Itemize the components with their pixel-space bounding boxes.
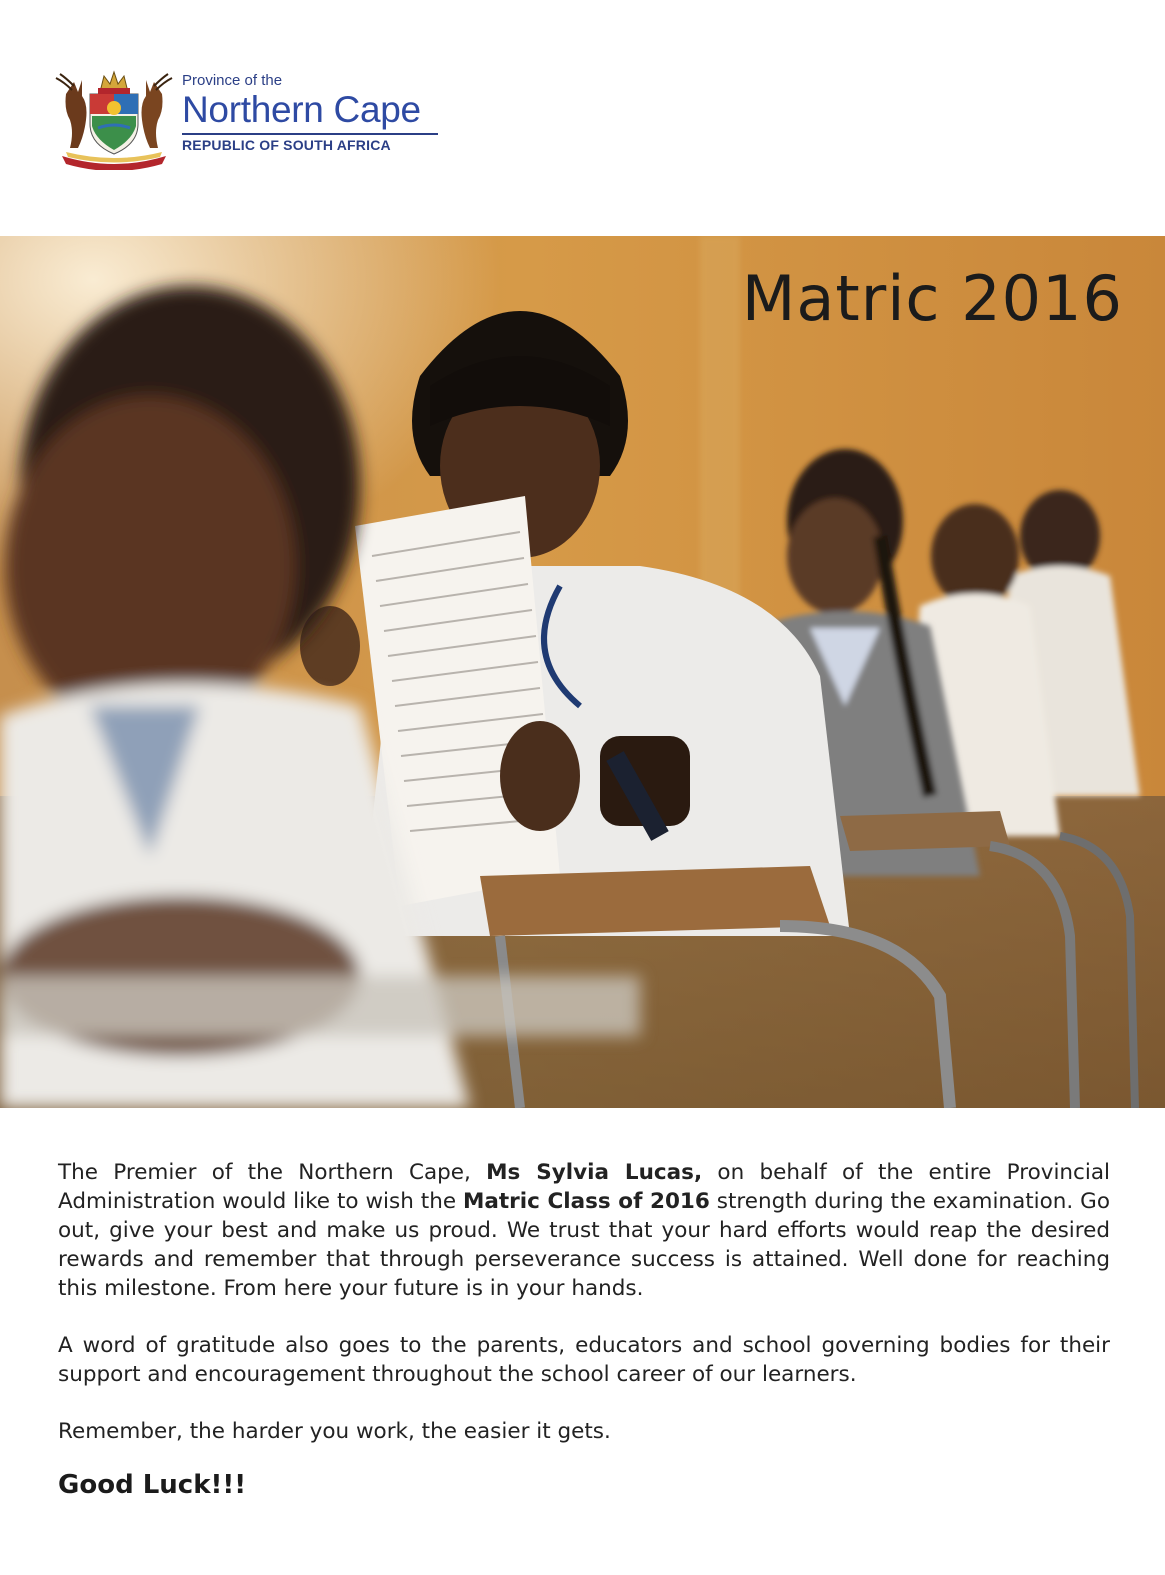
- logo-line-province-of-the: Province of the: [182, 72, 283, 89]
- province-logo: [52, 64, 472, 174]
- premier-name: Ms Sylvia Lucas,: [486, 1160, 703, 1185]
- photo-title: Matric 2016: [741, 262, 1123, 335]
- p1-text-a: The Premier of the Northern Cape,: [58, 1160, 487, 1185]
- message-paragraph-3: Remember, the harder you work, the easier it gets.: [58, 1419, 611, 1444]
- matric-class: Matric Class of 2016: [463, 1189, 710, 1214]
- coat-of-arms-icon: [52, 64, 176, 170]
- classroom-exam-image: [0, 236, 1165, 1108]
- classroom-photo: [0, 236, 1165, 1108]
- logo-line-northern-cape: Northern Cape: [182, 89, 421, 130]
- premier-message: [58, 1158, 1110, 1500]
- closing-good-luck: Good Luck!!!: [58, 1470, 247, 1500]
- logo-divider: [182, 133, 438, 135]
- p1-text-b: on behalf of the entire Provincial Administration would like to wish the: [58, 1160, 1110, 1214]
- message-paragraph-2: A word of gratitude also goes to the parents, educators and school governing bodies for their support and encouragement throughout the school career of our learners.: [58, 1333, 1110, 1387]
- p1-text-c: strength during the examination. Go out, give your best and make us proud. We trust that your hard efforts would reap the desired rewards and remember that through perseverance success is attained. Well done for reaching this milestone. From here your future is in your hands.: [58, 1189, 1110, 1301]
- message-paragraph-1: [58, 1158, 1110, 1303]
- province-wordmark: [182, 72, 438, 153]
- logo-line-republic: REPUBLIC OF SOUTH AFRICA: [182, 137, 391, 153]
